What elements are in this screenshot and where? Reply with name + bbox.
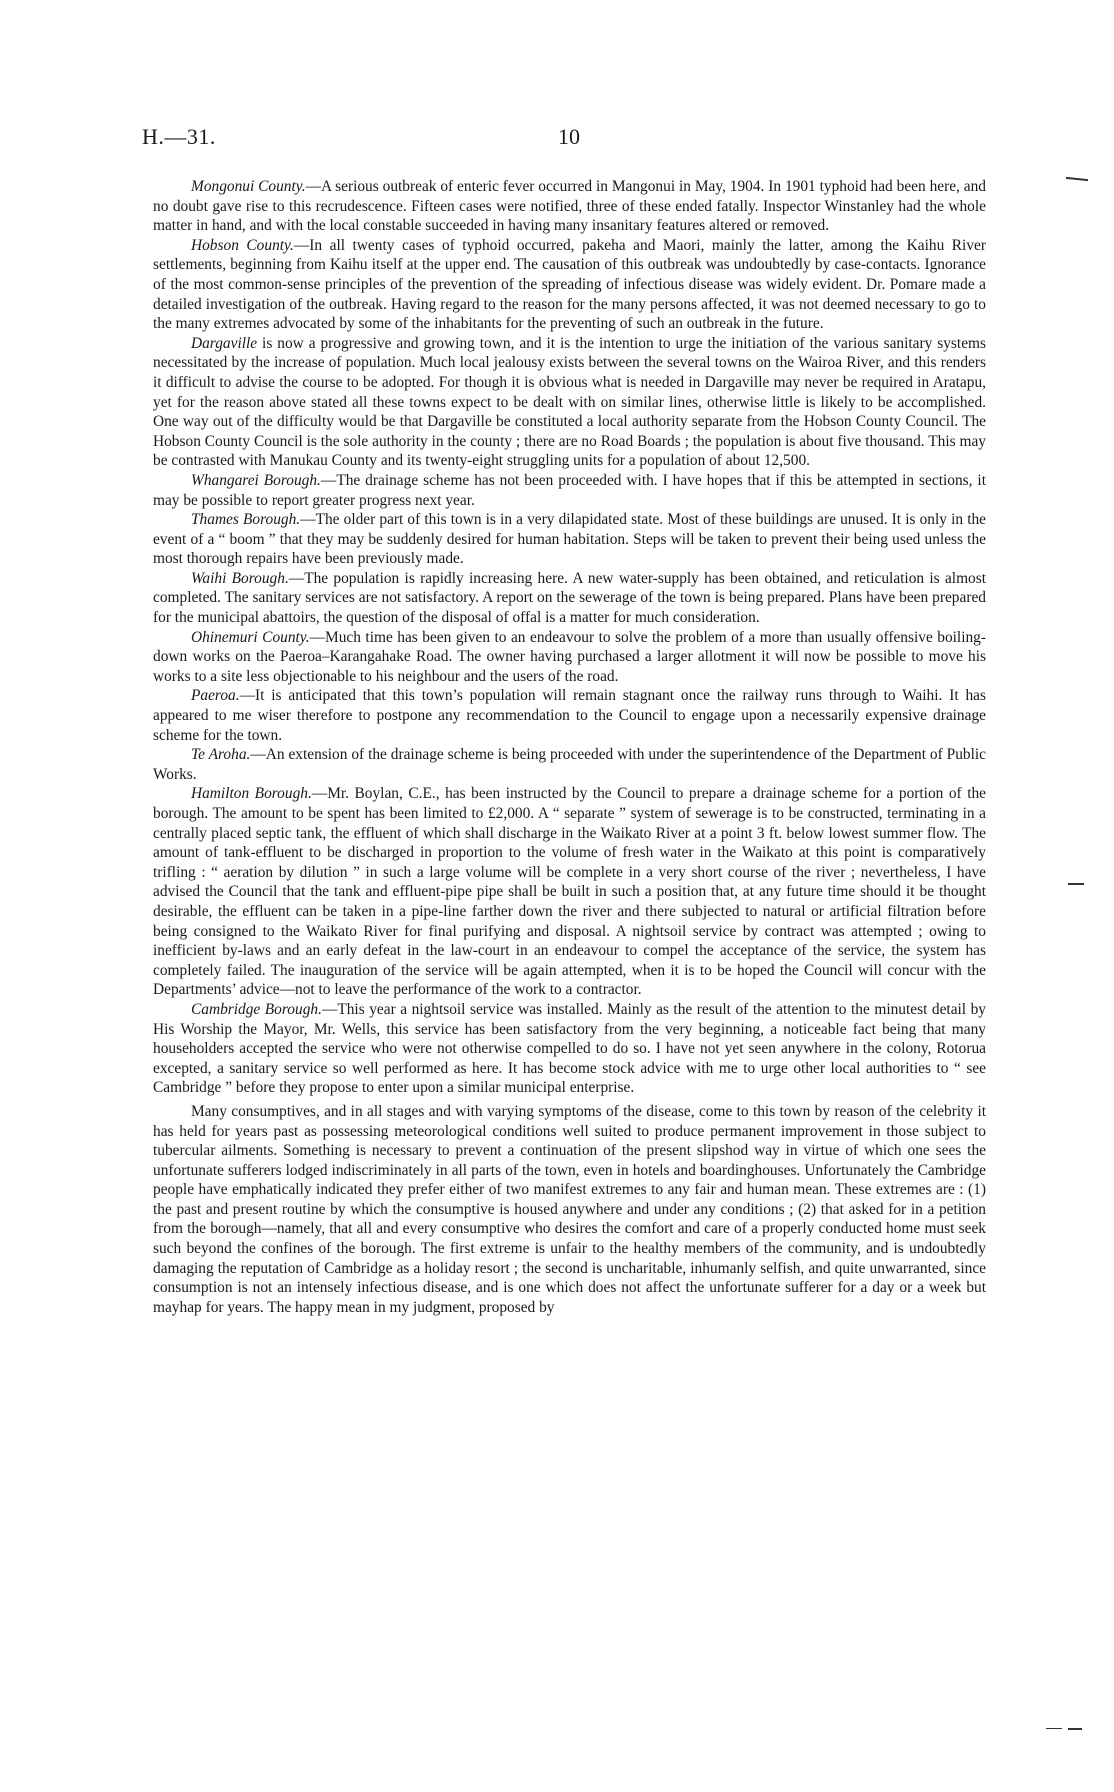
paragraph-cambridge [153, 1000, 986, 1098]
paragraph-text: —It is anticipated that this town’s population will remain stagnant once the railway runs through to Waihi. It has appeared to me wiser therefore to postpone any recommendation to the Council to engage upon a necessarily expensive drainage scheme for the town. [153, 687, 986, 744]
paragraph-text: —The drainage scheme has not been proceeded with. I have hopes that if this be attempted in sections, it may be possible to report greater progress next year. [153, 471, 986, 509]
margin-mark [1046, 1728, 1062, 1729]
paragraph-text: Many consumptives, and in all stages and with varying symptoms of the disease, come to this town by reason of the celebrity it has held for years past as possessing meteorological conditions well suited to produce permanent improvement in those subject to tubercular ailments. Something is necessary to prevent a continuation of the present slipshod way in virtue of which one sees the unfortunate sufferers lodged indiscriminately in all parts of the town, even in hotels and boardinghouses. Unfortunately the Cambridge people have emphatically indicated they prefer either of two manifest extremes to any fair and human mean. These extremes are : (1) the past and present routine by which the consumptive is housed anywhere and under any conditions ; (2) that asked for in a petition from the borough—namely, that all and every consumptive who desires the comfort and care of a properly conducted home must seek such beyond the confines of the borough. The first extreme is unfair to the healthy members of the community, and is undoubtedly damaging the reputation of Cambridge as a holiday resort ; the second is uncharitable, inhumanly selfish, and quite unwarranted, since consumption is not an intensely infectious disease, and is one which does not affect the unfortunate sufferer for a day or a week but mayhap for years. The happy mean in my judgment, proposed by [153, 1102, 986, 1316]
margin-mark [1066, 177, 1088, 181]
place-name: Hobson County. [191, 236, 294, 254]
place-name: Waihi Borough. [191, 569, 289, 587]
place-name: Te Aroha. [191, 746, 251, 764]
paragraph-text: —Much time has been given to an endeavour to solve the problem of a more than usually offensive boiling-down works on the Paeroa–Karangahake Road. The owner having purchased a larger allotment it will now be possible to move his works to a site less objectionable to his neighbour and the users of the road. [153, 628, 986, 685]
place-name: Dargaville [191, 334, 258, 352]
paragraph-text: —This year a nightsoil service was installed. Mainly as the result of the attention to the minutest detail by His Worship the Mayor, Mr. Wells, this service has been satisfactory from the very beginning, a noticeable fact being that many householders accepted the service who were not otherwise compelled to do so. I have not yet seen anywhere in the colony, Rotorua excepted, a sanitary service so well performed as here. It has become stock advice with me to urge other local authorities to “ see Cambridge ” before they propose to enter upon a similar municipal enterprise. [153, 1000, 986, 1097]
paragraph-mongonui [153, 177, 986, 236]
paragraph-text: —A serious outbreak of enteric fever occurred in Mangonui in May, 1904. In 1901 typhoid had been here, and no doubt gave rise to this recrudescence. Fifteen cases were notified, three of these ended fatally. Inspector Winstanley had the whole matter in hand, and with the local constable succeeded in having many insanitary features altered or removed. [153, 178, 986, 235]
margin-mark [1068, 1728, 1082, 1730]
place-name: Cambridge Borough. [191, 1000, 322, 1018]
paragraph-dargaville [153, 334, 986, 471]
page-number: 10 [558, 124, 580, 149]
paragraph-paeroa [153, 686, 986, 745]
paragraph-text: is now a progressive and growing town, and it is the intention to urge the initiation of the various sanitary systems necessitated by the increase of population. Much local jealousy exists between the several towns on the Wairoa River, and this renders it difficult to advise the course to be adopted. For though it is obvious what is needed in Dargaville may never be required in Aratapu, yet for the reason above stated all these towns expect to be dealt with on similar lines, otherwise little is likely to be accomplished. One way out of the difficulty would be that Dargaville be constituted a local authority separate from the Hobson County Council. The Hobson County Council is the sole authority in the county ; there are no Road Boards ; the population is about five thousand. This may be contrasted with Manukau County and its twenty-eight struggling units for a population of about 12,500. [153, 334, 986, 470]
place-name: Ohinemuri County. [191, 628, 310, 646]
paragraph-consumptives [153, 1102, 986, 1318]
place-name: Mongonui County. [191, 178, 306, 195]
paragraph-hamilton [153, 784, 986, 1000]
report-body [153, 177, 986, 1317]
place-name: Paeroa. [191, 687, 240, 705]
paragraph-waihi [153, 569, 986, 628]
paragraph-text: —The older part of this town is in a very dilapidated state. Most of these buildings are unused. It is only in the event of a “ boom ” that they may be suddenly desired for human habitation. Steps will be taken to prevent their being used unless the most thorough repairs have been previously made. [153, 511, 986, 568]
place-name: Whangarei Borough. [191, 471, 321, 489]
paragraph-hobson [153, 236, 986, 334]
place-name: Thames Borough. [191, 511, 301, 529]
margin-mark [1068, 883, 1084, 885]
paragraph-whangarei [153, 471, 986, 510]
paragraph-thames [153, 510, 986, 569]
paragraph-text: —The population is rapidly increasing here. A new water-supply has been obtained, and reticulation is almost completed. The sanitary services are not satisfactory. A report on the sewerage of the town is being prepared. Plans have been prepared for the municipal abattoirs, the question of the disposal of offal is a matter for much consideration. [153, 569, 986, 627]
place-name: Hamilton Borough. [191, 785, 312, 803]
paragraph-text: —Mr. Boylan, C.E., has been instructed by the Council to prepare a drainage scheme for a portion of the borough. The amount to be spent has been limited to £2,000. A “ separate ” system of sewerage is to be constructed, terminating in a centrally placed septic tank, the effluent of which shall discharge in the Waikato River at a point 3 ft. below lowest summer flow. The amount of tank-effluent to be discharged in proportion to the volume of fresh water in the Waikato at this point is comparatively trifling : “ aeration by dilution ” in such a large volume will be complete in a very short course of the river ; nevertheless, I have advised the Council that the tank and effluent-pipe pipe shall be built in such a position that, at any future time should it be thought desirable, the effluent can be taken in a pipe-line farther down the river and there subjected to natural or artificial filtration before being consigned to the Waikato River for final purifying and disposal. A nightsoil service by contract was attempted ; owing to inefficient by-laws and an early defeat in the law-court in an endeavour to compel the acceptance of the service, the system has completely failed. The inauguration of the service will be again attempted, when it is to be hoped the Council will concur with the Departments’ advice—not to leave the performance of the work to a contractor. [153, 785, 986, 999]
paragraph-text: —An extension of the drainage scheme is being proceeded with under the superintendence of the Department of Public Works. [153, 746, 986, 783]
paragraph-te-aroha [153, 745, 986, 784]
paragraph-ohinemuri [153, 628, 986, 687]
report-reference: H.—31. [142, 124, 216, 149]
paragraph-text: —In all twenty cases of typhoid occurred, pakeha and Maori, mainly the latter, among the Kaihu River settlements, beginning from Kaihu itself at the upper end. The causation of this outbreak was undoubtedly by case-contacts. Ignorance of the most common-sense principles of the prevention of the spreading of infectious disease was widely evident. Dr. Pomare made a detailed investigation of the outbreak. Having regard to the reason for the many persons affected, it was not deemed necessary to go to the many extremes advocated by some of the inhabitants for the preventing of such an outbreak in the future. [153, 236, 986, 333]
